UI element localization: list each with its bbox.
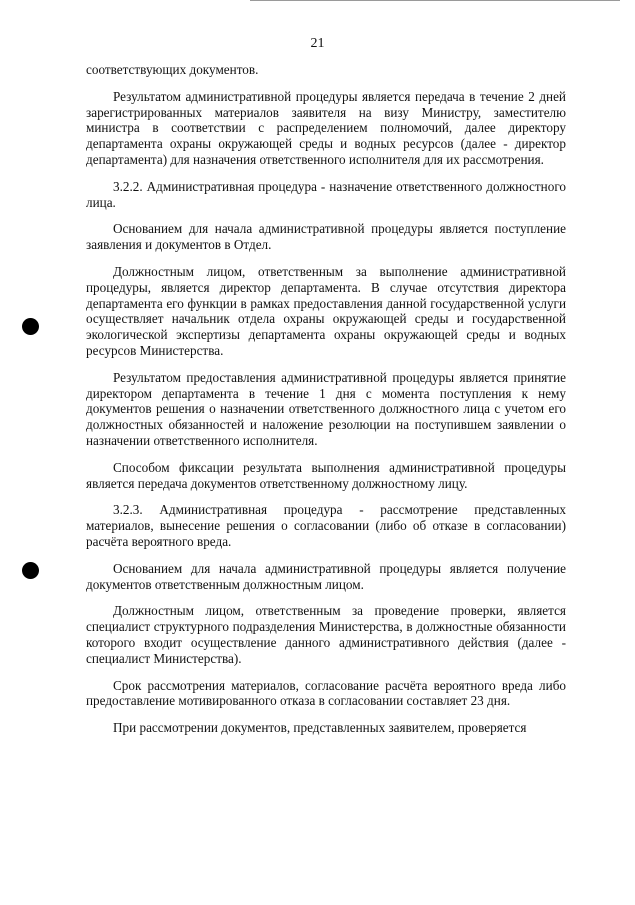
punch-hole-mark [22, 562, 39, 579]
paragraph-continuation: соответствующих документов. [86, 62, 259, 77]
punch-hole-mark [22, 318, 39, 335]
paragraph-fixation-method: Способом фиксации результата выполнения административной процедуры является передача документов ответственному должностному лицу. [86, 459, 566, 491]
paragraph-inspection-official: Должностным лицом, ответственным за проведение проверки, является специалист структурного подразделения Министерства, в должностные обязанности которого входит осуществление данного административного действия (далее - специалист Министерства). [86, 603, 566, 666]
document-body [86, 62, 566, 747]
paragraph-basis: Основанием для начала административной процедуры является поступление заявления и документов в Отдел. [86, 221, 566, 253]
section-heading-3-2-2: 3.2.2. Административная процедура - назначение ответственного должностного лица. [86, 178, 566, 210]
paragraph-result-transfer: Результатом административной процедуры является передача в течение 2 дней зарегистрированных материалов заявителя на визу Министру, заместителю министра в соответствии с распределением полномочий, далее директору департамента охраны окружающей среды и водных ресурсов (далее - директор департамента) для назначения ответственного исполнителя для их рассмотрения. [86, 88, 566, 167]
scan-top-edge-line [250, 0, 620, 1]
paragraph-review-term: Срок рассмотрения материалов, согласование расчёта вероятного вреда либо предоставление мотивированного отказа в согласовании составляет 23 дня. [86, 677, 566, 709]
page-number: 21 [310, 36, 325, 51]
section-heading-3-2-3: 3.2.3. Административная процедура - рассмотрение представленных материалов, вынесение решения о согласовании (либо об отказе в согласовании) расчёта вероятного вреда. [86, 502, 566, 549]
paragraph-result-appointment: Результатом предоставления административной процедуры является принятие директором департамента в течение 1 дня с момента поступления к нему документов решения о назначении ответственного должностного лица с учетом его должностных обязанностей и наложение резолюции на поступившем заявлении о назначении ответственного исполнителя. [86, 369, 566, 448]
paragraph-basis-2: Основанием для начала административной процедуры является получение документов ответственным должностным лицом. [86, 560, 566, 592]
paragraph-document-check: При рассмотрении документов, представленных заявителем, проверяется [113, 720, 527, 736]
paragraph-responsible-official: Должностным лицом, ответственным за выполнение административной процедуры, является директор департамента. В случае отсутствия директора департамента его функции в рамках предоставления данной государственной услуги осуществляет начальник отдела охраны окружающей среды и государственной экологической экспертизы департамента охраны окружающей среды и водных ресурсов Министерства. [86, 263, 566, 358]
